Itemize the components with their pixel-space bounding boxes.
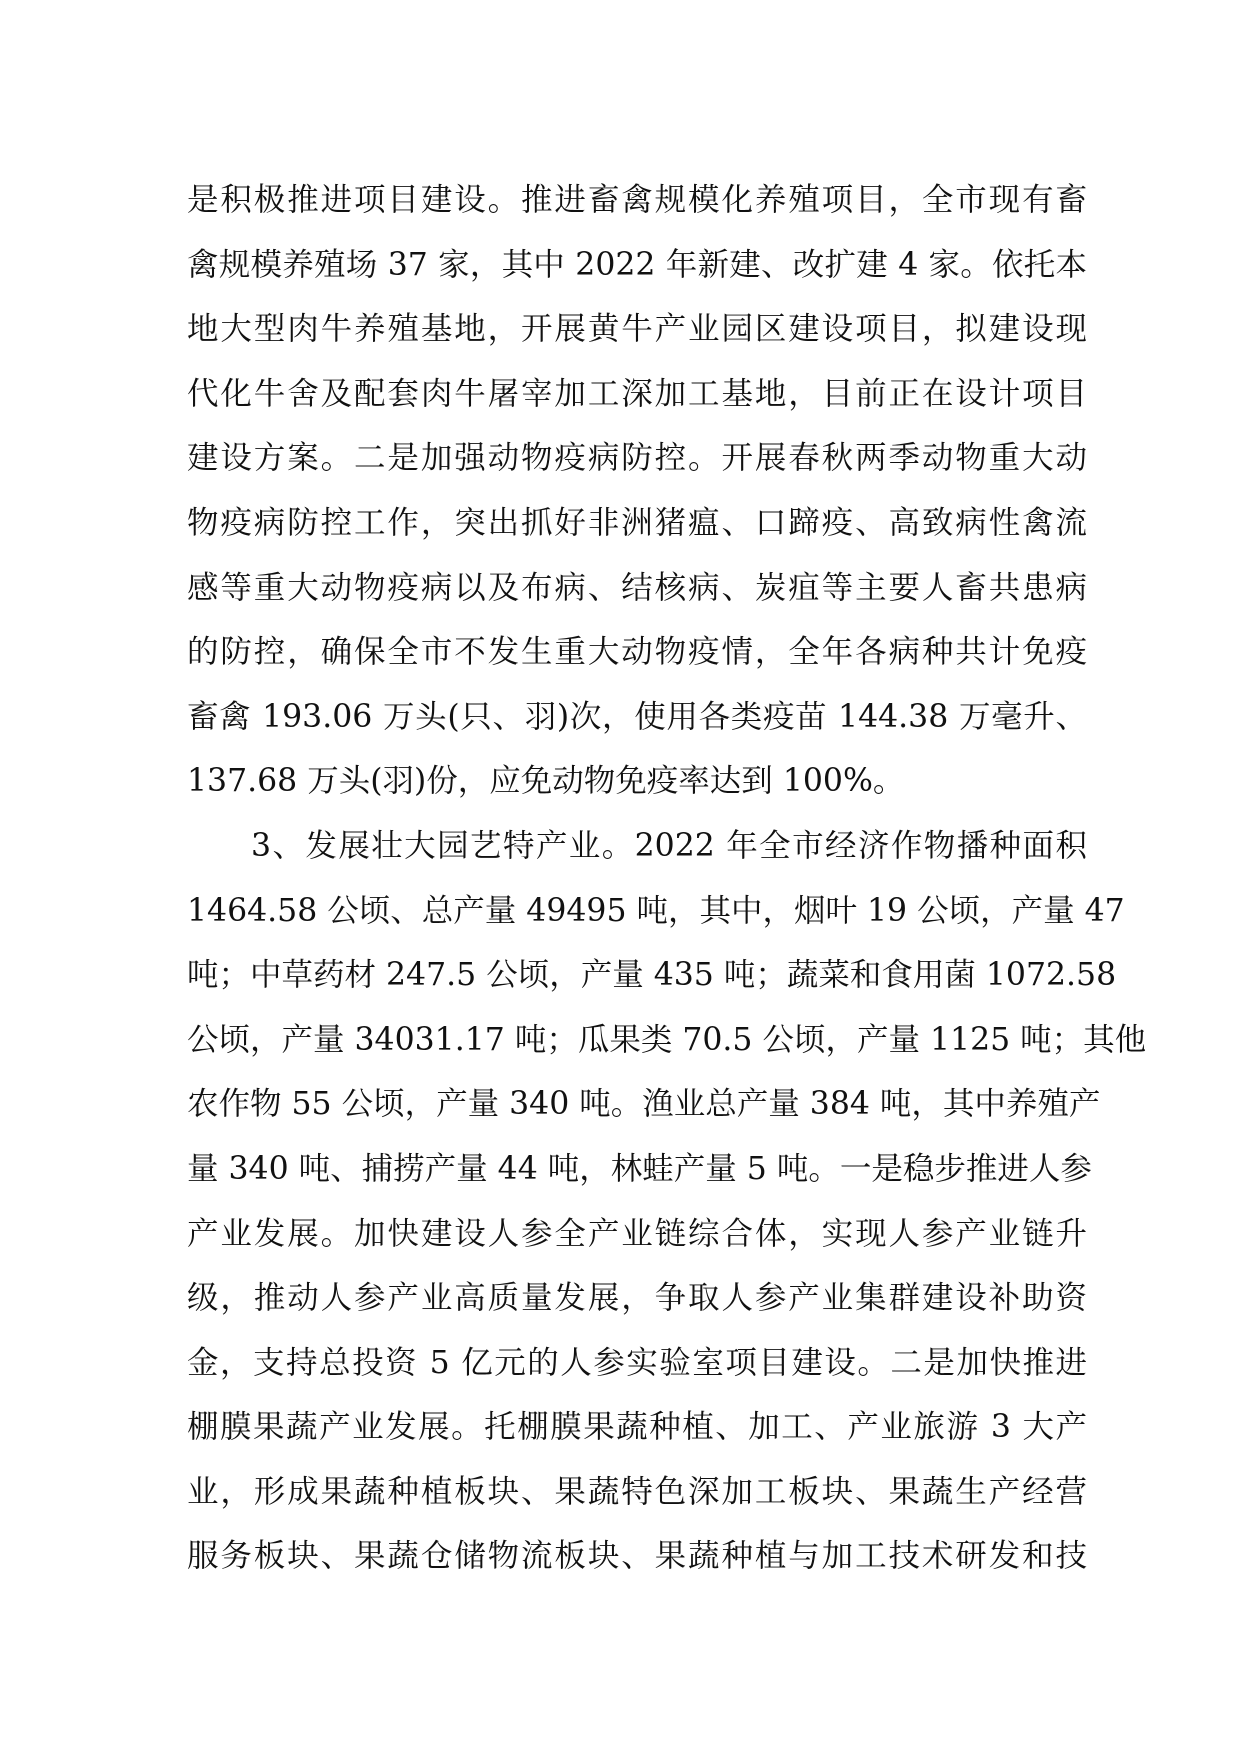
text-line: 代化牛舍及配套肉牛屠宰加工深加工基地，目前正在设计项目: [187, 375, 1087, 412]
text-line: 是积极推进项目建设。推进畜禽规模化养殖项目，全市现有畜: [187, 182, 1087, 218]
text-line: 建设方案。二是加强动物疫病防控。开展春秋两季动物重大动: [187, 440, 1087, 477]
text-line: 137.68 万头(羽)份，应免动物免疫率达到 100%。: [187, 763, 905, 800]
section-heading-line: 3、发展壮大园艺特产业。2022 年全市经济作物播种面积: [251, 827, 1087, 864]
text-line: 级，推动人参产业高质量发展，争取人参产业集群建设补助资: [187, 1280, 1087, 1317]
text-line: 量 340 吨、捕捞产量 44 吨，林蛙产量 5 吨。一是稳步推进人参: [187, 1150, 1092, 1187]
text-line: 的防控，确保全市不发生重大动物疫情，全年各病种共计免疫: [187, 634, 1087, 671]
text-line: 服务板块、果蔬仓储物流板块、果蔬种植与加工技术研发和技: [187, 1538, 1087, 1575]
text-line: 农作物 55 公顷，产量 340 吨。渔业总产量 384 吨，其中养殖产: [187, 1086, 1101, 1123]
text-line: 地大型肉牛养殖基地，开展黄牛产业园区建设项目，拟建设现: [187, 311, 1087, 348]
text-line: 公顷，产量 34031.17 吨；瓜果类 70.5 公顷，产量 1125 吨；其他: [187, 1021, 1147, 1058]
text-line: 吨；中草药材 247.5 公顷，产量 435 吨；蔬菜和食用菌 1072.58: [187, 957, 1117, 994]
text-line: 金，支持总投资 5 亿元的人参实验室项目建设。二是加快推进: [187, 1344, 1087, 1381]
body-text: [187, 168, 1147, 1589]
text-line: 产业发展。加快建设人参全产业链综合体，实现人参产业链升: [187, 1215, 1087, 1252]
text-line: 禽规模养殖场 37 家，其中 2022 年新建、改扩建 4 家。依托本: [187, 246, 1087, 283]
text-line: 物疫病防控工作，突出抓好非洲猪瘟、口蹄疫、高致病性禽流: [187, 504, 1087, 541]
text-line: 业，形成果蔬种植板块、果蔬特色深加工板块、果蔬生产经营: [187, 1473, 1087, 1510]
text-line: 1464.58 公顷、总产量 49495 吨，其中，烟叶 19 公顷，产量 47: [187, 892, 1125, 929]
text-line: 感等重大动物疫病以及布病、结核病、炭疽等主要人畜共患病: [187, 569, 1087, 606]
text-line: 畜禽 193.06 万头(只、羽)次，使用各类疫苗 144.38 万毫升、: [187, 698, 1087, 735]
text-line: 棚膜果蔬产业发展。托棚膜果蔬种植、加工、产业旅游 3 大产: [187, 1409, 1087, 1446]
